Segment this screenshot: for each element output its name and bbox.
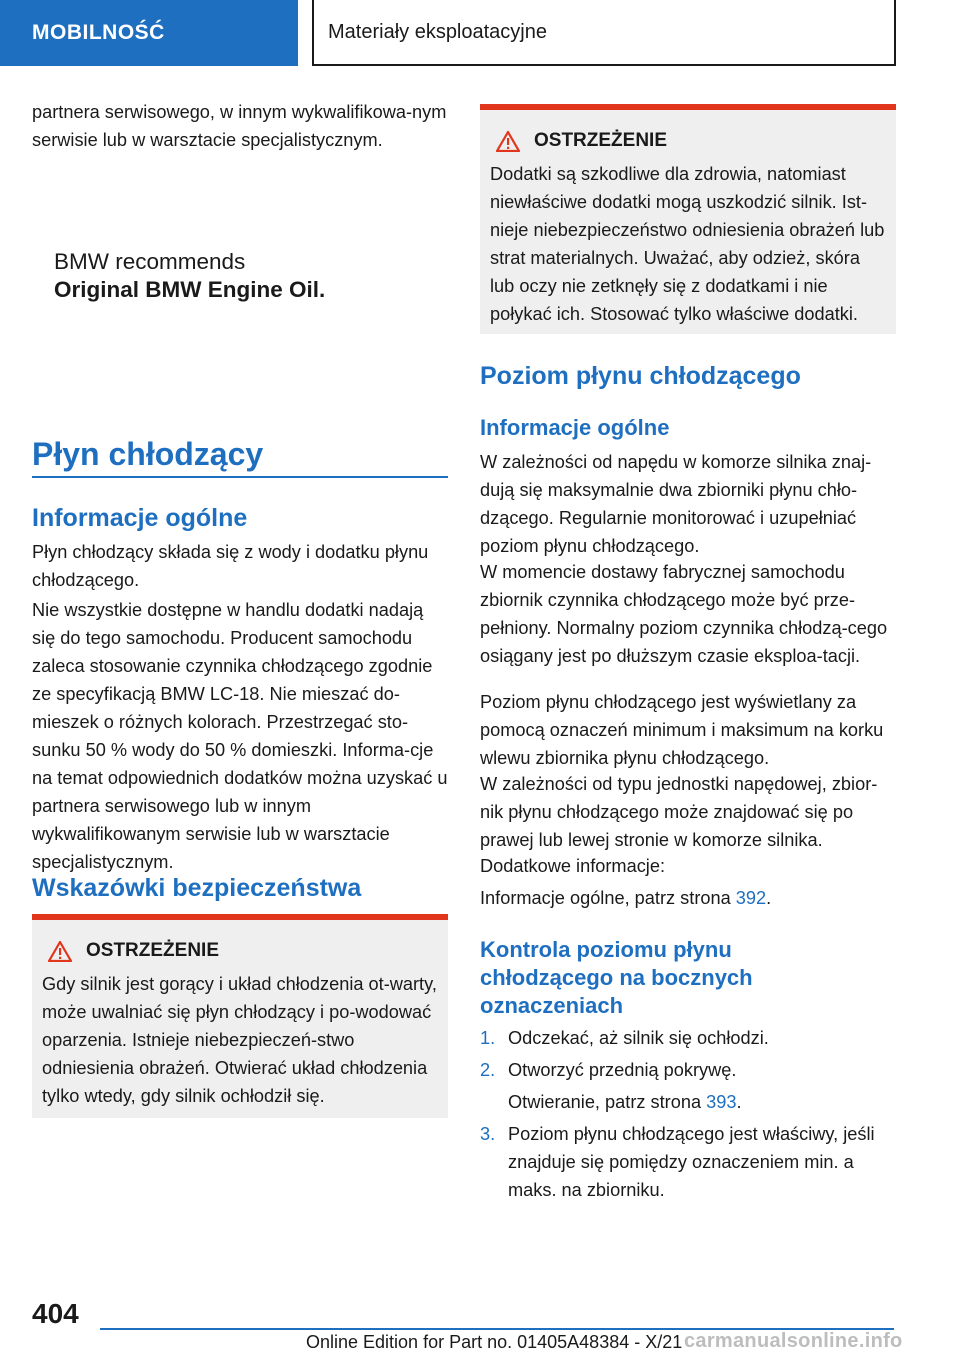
reference-text: Otwieranie, patrz strona xyxy=(508,1092,707,1112)
steps-list xyxy=(480,1024,896,1204)
page-link-393[interactable]: 393 xyxy=(706,1092,737,1112)
chapter-title: Materiały eksploatacyjne xyxy=(328,20,547,43)
subheading-safety: Wskazówki bezpieczeństwa xyxy=(32,874,362,902)
paragraph: W zależności od typu jednostki napędowej, zbior-nik płynu chłodzącego może znajdować się po prawej lub lewej stronie w komorze silnika. xyxy=(480,774,878,850)
list-item xyxy=(480,1056,896,1084)
subheading-check-level xyxy=(480,936,753,1020)
paragraph: Poziom płynu chłodzącego jest wyświetlany za pomocą oznaczeń minimum i maksimum na korku wlewu zbiornika płynu chłodzącego. xyxy=(480,692,884,768)
warning-box xyxy=(32,914,448,1118)
warning-text: Gdy silnik jest gorący i układ chłodzenia ot-warty, może uwalniać się płyn chłodzący i po-wodować oparzenia. Istnieje niebezpieczeń-stwo odniesienia obrażeń. Otwierać układ chłodzenia tylko wtedy, gdy silnik ochłodził się. xyxy=(42,974,437,1106)
list-item xyxy=(480,1120,896,1204)
edition-text: Online Edition for Part no. 01405A48384 - X/21 xyxy=(306,1332,683,1352)
warning-triangle-icon xyxy=(496,130,520,152)
list-item xyxy=(480,1024,896,1052)
section-heading-coolant-level: Poziom płynu chłodzącego xyxy=(480,362,801,390)
ad-line-1: BMW recommends xyxy=(54,249,246,274)
chapter-header xyxy=(312,0,896,66)
section-title: MOBILNOŚĆ xyxy=(32,21,165,44)
step-sub-reference xyxy=(480,1088,896,1116)
paragraph: W momencie dostawy fabrycznej samochodu zbiornik czynnika chłodzącego może być prze-pełniony. Normalny poziom czynnika chłodzą-cego osiągany jest po dłuższym czasie eksploa-tacji. xyxy=(480,562,888,666)
heading-rule xyxy=(32,476,448,478)
warning-triangle-icon xyxy=(48,940,72,962)
paragraph: Płyn chłodzący składa się z wody i dodatku płynu chłodzącego. xyxy=(32,542,429,590)
page-number: 404 xyxy=(32,1298,79,1329)
paragraph: Dodatkowe informacje: xyxy=(480,856,665,876)
ad-line-2: Original BMW Engine Oil. xyxy=(54,277,326,302)
intro-text: partnera serwisowego, w innym wykwalifikowa-nym serwisie lub w warsztacie specjalistycznym. xyxy=(32,102,447,150)
step-number: 2. xyxy=(480,1060,496,1080)
warning-box xyxy=(480,104,896,334)
reference-text: Informacje ogólne, patrz strona xyxy=(480,888,736,908)
warning-title: OSTRZEŻENIE xyxy=(534,130,668,151)
step-text: Odczekać, aż silnik się ochłodzi. xyxy=(508,1028,769,1048)
heading-line-1: Kontrola poziomu płynu xyxy=(480,937,732,962)
step-number: 1. xyxy=(480,1028,496,1048)
step-text: Otworzyć przednią pokrywę. xyxy=(508,1060,737,1080)
paragraph: Nie wszystkie dostępne w handlu dodatki nadają się do tego samochodu. Producent samochodu zaleca stosowanie czynnika chłodzącego zgodnie ze specyfikacją BMW LC-18. Nie mieszać do-mieszek o różnych kolorach. Przestrzegać sto-sunku 50 % wody do 50 % domieszki. Informa-cje na temat odpowiednich dodatków można uzyskać u partnera serwisowego lub w innym wykwalifikowanym serwisie lub w warsztacie specjalistycznym. xyxy=(32,600,448,872)
step-number: 3. xyxy=(480,1124,496,1144)
warning-title-row xyxy=(42,940,438,962)
watermark: carmanualsonline.info xyxy=(684,1330,903,1352)
warning-title-row xyxy=(490,130,886,152)
heading-line-3: oznaczeniach xyxy=(480,993,624,1018)
heading-line-2: chłodzącego na bocznych xyxy=(480,965,753,990)
page-link-392[interactable]: 392 xyxy=(735,888,767,908)
subheading-general-info: Informacje ogólne xyxy=(32,504,248,532)
section-heading-coolant: Płyn chłodzący xyxy=(32,436,264,472)
warning-text: Dodatki są szkodliwe dla zdrowia, natomiast niewłaściwe dodatki mogą uszkodzić silnik. Ist-nieje niebezpieczeństwo odniesienia obrażeń lub strat materialnych. Uważać, aby odzież, skóra lub oczy nie zetknęły się z dodatkami i nie połykać ich. Stosować tylko właściwe dodatki. xyxy=(490,164,885,324)
reference-end: . xyxy=(766,888,772,908)
section-tab xyxy=(0,0,298,66)
cross-reference xyxy=(480,884,896,912)
bmw-oil-ad xyxy=(54,248,434,304)
warning-title: OSTRZEŻENIE xyxy=(86,940,220,961)
subheading-general-info: Informacje ogólne xyxy=(480,415,670,440)
step-text: Poziom płynu chłodzącego jest właściwy, jeśli znajduje się pomiędzy oznaczeniem min. a maks. na zbiorniku. xyxy=(508,1124,875,1200)
paragraph: W zależności od napędu w komorze silnika znaj-dują się maksymalnie dwa zbiorniki płynu chło-dzącego. Regularnie monitorować i uzupełniać poziom płynu chłodzącego. xyxy=(480,452,872,556)
reference-end: . xyxy=(736,1092,742,1112)
